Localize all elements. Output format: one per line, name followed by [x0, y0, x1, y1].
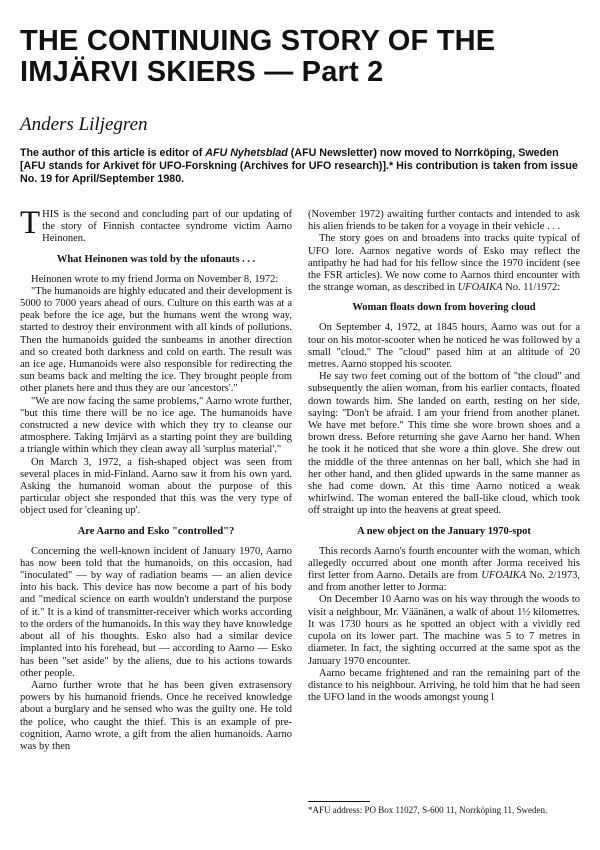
body-paragraph: On March 3, 1972, a fish-shaped object was seen from several places in mid-Finland. Aarno saw it from his own yard. Asking the humanoid woman about the purpose of this particular object she responded that this was the very type of object used for 'cleaning up'. [20, 456, 292, 517]
section-heading: What Heinonen was told by the ufonauts . . . [56, 253, 256, 265]
author-note [20, 147, 585, 186]
left-column [20, 205, 292, 753]
body-paragraph [308, 546, 580, 595]
section-heading: Woman floats down from hovering cloud [352, 302, 536, 314]
body-text: This records Aarno's fourth encounter with the woman, which allegedly occurred about one month after Jorma received his first letter from Aarno. Details are from [308, 545, 580, 582]
body-text: No. 2/1973, and from another letter to Jorma: [308, 570, 580, 594]
body-paragraph: "The humanoids are highly educated and their development is 5000 to 7000 years ahead of ours. Culture on this earth was at a peak before the ice age, but the humans went the wrong way, started to destroy their environment with all kinds of pollutions. Then the humanoids guided the sunbeams in another direction and so created both darkness and cold on earth. The result was an ice age. Humanoids were also responsible for redirecting the sun beams back and melting the ice. They brought people from other planets here and thus they are our 'ancestors'." [20, 285, 292, 395]
body-paragraph: Aarno further wrote that he has been given extrasensory powers by his humanoid friends. Once he received knowledge about a burglary and he sensed who was the guilty one. He told the police, who caught the thief. This is an example of pre-cognition, Aarno wrote, a gift from the alien humanoids. Aarno was by then [20, 679, 292, 752]
opening-text: HIS is the second and concluding part of our updating of the story of Finnish contactee syndrome victim Aarno Heinonen. [42, 209, 292, 245]
article-title [20, 26, 585, 88]
drop-cap: T [20, 205, 41, 241]
section-heading: A new object on the January 1970-spot [357, 525, 531, 537]
footnote: *AFU address: PO Box 11027, S-600 11, Norrköping 11, Sweden. [308, 805, 548, 815]
right-column [308, 209, 580, 704]
body-paragraph: He say two feet coming out of the bottom of "the cloud" and subsequently the alien woman, from his earlier contacts, floated down towards him. She landed on earth, resting on her side, saying: "Don't be afraid. I am your friend from another planet. We have met before." This time she wore brown shoes and a brown dress. Before returning she gave Aarno her hand. When he took it he noticed that she wore a thin glove. She drew out the middle of the three antennas on her ball, which she had in her other hand, and then glided upwards in the same manner as she had come down. At this time Aarno noticed a weak whirlwind. The woman entered the ball-like cloud, which took off straight up into the heavens at great speed. [308, 371, 580, 517]
author-byline: Anders Liljegren [20, 114, 148, 135]
body-text: The story goes on and broadens into tracks quite typical of UFO lore. Aarnos negative words of Esko may reflect the antipathy he had had for his fellow since the 1970 incident (see the FSR articles). We now come to Aarnos third encounter with the strange woman, as described in [308, 233, 580, 294]
title-line-1: THE CONTINUING STORY OF THE [20, 25, 496, 57]
body-paragraph: Concerning the well-known incident of January 1970, Aarno has now been told that the humanoids, on this occasion, had "inoculated" — by way of radiation beams — an alien device into his back. This device has now become a part of his body and "medical science on earth wouldn't understand the purpose of it." It is a kind of transmitter-receiver which works according to the orders of the humanoids. In this way they have knowledge about all of his thoughts. Esko also had a similar device implanted into his forehead, but — according to Aarno — Esko has been "set aside" by the aliens, due to his actions towards other people. [20, 545, 292, 679]
magazine-name: UFOAIKA [481, 570, 527, 582]
footnote-divider [308, 801, 370, 802]
magazine-name: UFOAIKA [457, 282, 503, 294]
body-text: No. 11/1972: [502, 282, 561, 294]
section-heading: Are Aarno and Esko "controlled"? [77, 525, 235, 537]
body-paragraph: Heinonen wrote to my friend Jorma on November 8, 1972: [31, 273, 279, 285]
author-note-text-1: The author of this article is editor of [20, 147, 206, 159]
title-line-2: IMJÄRVI SKIERS — Part 2 [20, 56, 384, 88]
body-paragraph: (November 1972) awaiting further contacts and intended to ask his alien friends to be taken for a voyage in their vehicle . . . [308, 209, 580, 233]
body-paragraph: "We are now facing the same problems," Aarno wrote further, "but this time there will be no ice age. The humanoids have constructed a new device with which they try to cleanse our atmosphere. Taking Imjärvi as a starting point they are building a triangle within which they clean away all 'surplus material'." [20, 395, 292, 456]
newsletter-name: AFU Nyhetsblad [205, 147, 288, 159]
opening-paragraph [20, 205, 292, 246]
author-note-text-2: (AFU Newsletter) now moved to Norrköping, Sweden [AFU stands for Arkivet för UFO-Forskning (Archives for UFO research)].* His contribution is taken from issue No. 19 for April/September 1980. [20, 147, 578, 185]
body-paragraph [308, 233, 580, 294]
body-paragraph: Aarno became frightened and ran the remaining part of the distance to his neighbour. Arriving, he told him that he had seen the UFO land in the woods amongst young l [308, 667, 580, 704]
body-paragraph: On December 10 Aarno was on his way through the woods to visit a neighbour, Mr. Väänänen, a walk of about 1½ kilometres. It was 1730 hours as he spotted an object with a vividly red cupola on its lower part. The machine was 5 to 7 metres in diameter. In fact, the sighting occurred at the same spot as the January 1970 encounter. [308, 594, 580, 667]
body-paragraph: On September 4, 1972, at 1845 hours, Aarno was out for a tour on his motor-scooter when he noticed he was followed by a small "cloud." The "cloud" pased him at an altitude of 20 metres. Aarno stopped his scooter. [308, 322, 580, 371]
